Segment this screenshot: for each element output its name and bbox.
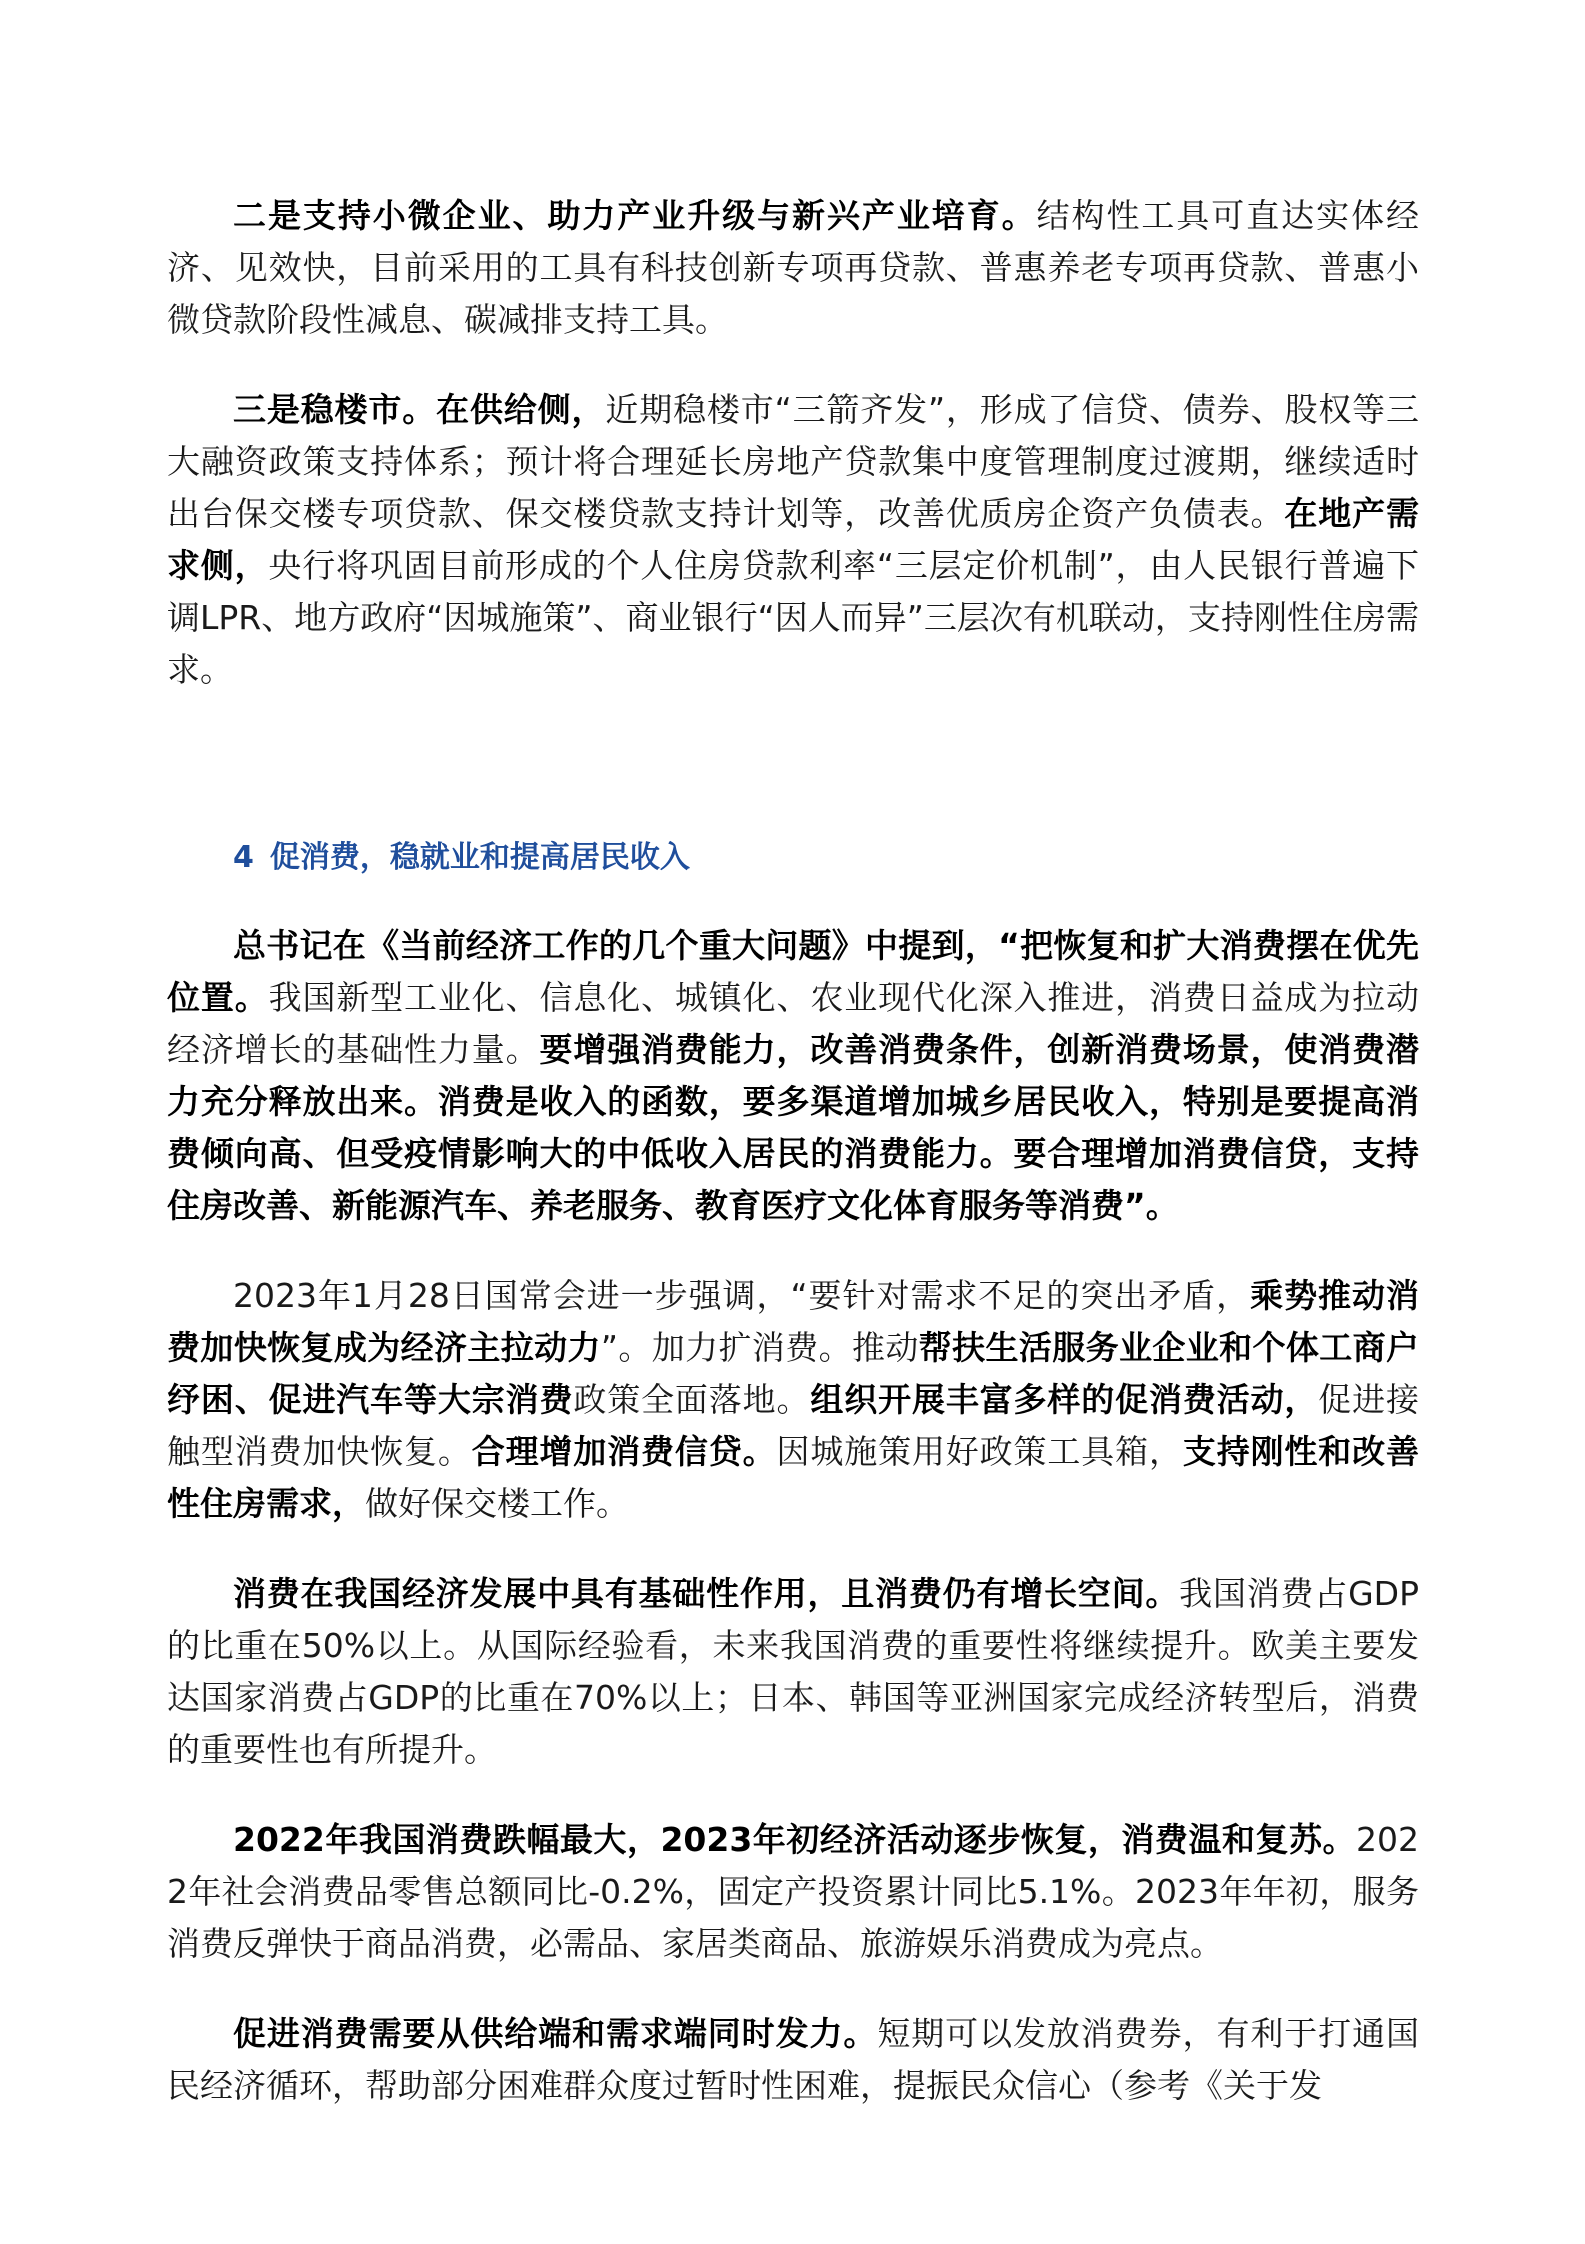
bold-text: 合理增加消费信贷。 bbox=[471, 1432, 777, 1471]
body-text: 央行将巩固目前形成的个人住房贷款利率“三层定价机制”，由人民银行普遍下调LPR、地方政府“因城施策”、商业银行“因人而异”三层次有机联动，支持刚性住房需求。 bbox=[167, 546, 1419, 689]
bold-text: 三是稳楼市。在供给侧， bbox=[233, 390, 606, 429]
paragraph-property-market bbox=[167, 384, 1419, 696]
body-text: 因城施策用好政策工具箱， bbox=[776, 1432, 1183, 1471]
bold-text: 在地产需求侧， bbox=[167, 494, 1420, 585]
bold-text: 消费在我国经济发展中具有基础性作用，且消费仍有增长空间。 bbox=[233, 1574, 1180, 1613]
body-text: 政策全面落地。 bbox=[573, 1380, 811, 1419]
bold-text: 组织开展丰富多样的促消费活动， bbox=[810, 1380, 1319, 1419]
body-text: 促进接触型消费加快恢复。 bbox=[167, 1380, 1420, 1471]
section-number: 4 bbox=[233, 840, 254, 875]
paragraph-consumption-role bbox=[167, 1568, 1419, 1776]
body-text: 近期稳楼市“三箭齐发”，形成了信贷、债券、股权等三大融资政策支持体系；预计将合理延长房地产贷款集中度管理制度过渡期，继续适时出台保交楼专项贷款、保交楼贷款支持计划等，改善优质房企资产负债表。 bbox=[167, 390, 1419, 533]
bold-text: 乘势推动消费加快恢复成为经济主拉动力 bbox=[167, 1276, 1419, 1367]
body-text: 短期可以发放消费券，有利于打通国民经济循环，帮助部分困难群众度过暂时性困难，提振民众信心（参考《关于发 bbox=[167, 2014, 1420, 2105]
body-text: 我国消费占GDP的比重在50%以上。从国际经验看，未来我国消费的重要性将继续提升。欧美主要发达国家消费占GDP的比重在70%以上；日本、韩国等亚洲国家完成经济转型后，消费的重要性也有所提升。 bbox=[167, 1574, 1419, 1769]
body-text: ”。加力扩消费。推动 bbox=[600, 1328, 919, 1367]
paragraph-general-secretary bbox=[167, 920, 1419, 1232]
bold-text: 支持刚性和改善性住房需求， bbox=[167, 1432, 1420, 1523]
bold-text: 帮扶生活服务业企业和个体工商户纾困、促进汽车等大宗消费 bbox=[167, 1328, 1420, 1419]
document-page bbox=[167, 190, 1419, 2150]
bold-text: 要增强消费能力，改善消费条件，创新消费场景，使消费潜力充分释放出来。消费是收入的函数，要多渠道增加城乡居民收入，特别是要提高消费倾向高、但受疫情影响大的中低收入居民的消费能力。要合理增加消费信贷，支持住房改善、新能源汽车、养老服务、教育医疗文化体育服务等消费”。 bbox=[167, 1030, 1420, 1225]
section-title: 促消费，稳就业和提高居民收入 bbox=[269, 840, 690, 875]
paragraph-small-business bbox=[167, 190, 1419, 346]
bold-text: 二是支持小微企业、助力产业升级与新兴产业培育。 bbox=[233, 196, 1037, 235]
paragraph-state-council bbox=[167, 1270, 1419, 1530]
body-text: 我国新型工业化、信息化、城镇化、农业现代化深入推进，消费日益成为拉动经济增长的基础性力量。 bbox=[167, 978, 1420, 1069]
paragraph-supply-demand bbox=[167, 2008, 1419, 2112]
bold-text: 总书记在《当前经济工作的几个重大问题》中提到，“把恢复和扩大消费摆在优先位置。 bbox=[167, 926, 1419, 1017]
section-heading bbox=[167, 836, 1419, 880]
body-text: 做好保交楼工作。 bbox=[365, 1484, 629, 1523]
bold-text: 促进消费需要从供给端和需求端同时发力。 bbox=[233, 2014, 878, 2053]
body-text: 2023年1月28日国常会进一步强调，“要针对需求不足的突出矛盾， bbox=[233, 1276, 1251, 1315]
body-text: 2022年社会消费品零售总额同比-0.2%，固定产投资累计同比5.1%。2023年年初，服务消费反弹快于商品消费，必需品、家居类商品、旅游娱乐消费成为亮点。 bbox=[167, 1820, 1419, 1963]
bold-text: 2022年我国消费跌幅最大，2023年初经济活动逐步恢复，消费温和复苏。 bbox=[233, 1820, 1356, 1859]
paragraph-consumption-2022 bbox=[167, 1814, 1419, 1970]
body-text: 结构性工具可直达实体经济、见效快，目前采用的工具有科技创新专项再贷款、普惠养老专项再贷款、普惠小微贷款阶段性减息、碳减排支持工具。 bbox=[167, 196, 1420, 339]
